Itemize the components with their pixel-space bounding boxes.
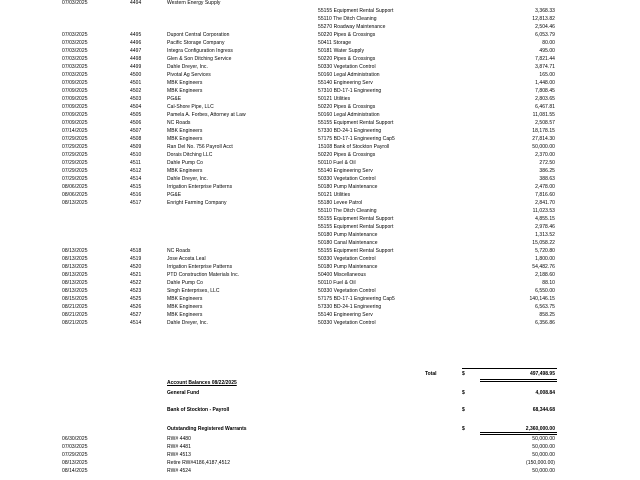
table-row: [0, 239, 640, 247]
row-payee: Irrigation Enterprise Patterns: [167, 264, 233, 270]
row-account: 55180 Levee Patrol: [318, 200, 363, 206]
row-account: 50330 Vegetation Control: [318, 176, 376, 182]
row-check-number: 4498: [130, 56, 142, 62]
row-payee: Enright Farming Company: [167, 200, 227, 206]
general-fund-label: General Fund: [167, 390, 200, 396]
row-amount: 18,178.15: [532, 128, 555, 134]
row-date: 07/03/2025: [62, 72, 88, 78]
row-amount: 6,356.86: [535, 320, 555, 326]
warrant-description: RW# 4481: [167, 444, 191, 450]
row-date: 07/29/2025: [62, 144, 88, 150]
row-check-number: 4522: [130, 280, 142, 286]
row-account: 55110 The Ditch Cleaning: [318, 16, 377, 22]
row-date: 07/29/2025: [62, 136, 88, 142]
row-account: 57175 BD-17-1 Engineering Cap5: [318, 296, 395, 302]
row-check-number: 4525: [130, 296, 142, 302]
warrant-description: RW# 4524: [167, 468, 191, 474]
row-check-number: 4499: [130, 64, 142, 70]
row-amount: 4,855.15: [535, 216, 555, 222]
table-row: [0, 303, 640, 311]
row-account: 50330 Vegetation Control: [318, 64, 376, 70]
row-payee: MBK Engineers: [167, 168, 203, 174]
row-check-number: 4510: [130, 152, 142, 158]
row-date: 08/06/2025: [62, 192, 88, 198]
row-check-number: 4520: [130, 264, 142, 270]
row-date: 07/29/2025: [62, 168, 88, 174]
row-amount: 5,720.80: [535, 248, 555, 254]
row-amount: 80.00: [542, 40, 555, 46]
row-check-number: 4502: [130, 88, 142, 94]
row-date: 07/14/2025: [62, 128, 88, 134]
warrants-label: Outstanding Registered Warrants: [167, 426, 247, 432]
row-check-number: 4507: [130, 128, 142, 134]
bos-payroll-row: [0, 406, 640, 414]
row-payee: MBK Engineers: [167, 312, 203, 318]
row-account: 50160 Legal Administration: [318, 112, 380, 118]
table-row: [0, 263, 640, 271]
warrant-description: RW# 4513: [167, 452, 191, 458]
row-payee: Dupont Central Corporation: [167, 32, 230, 38]
table-row: [0, 111, 640, 119]
row-amount: 11,081.55: [532, 112, 555, 118]
row-account: 55270 Roadway Maintenance: [318, 24, 386, 30]
row-check-number: 4519: [130, 256, 142, 262]
row-amount: 54,482.76: [532, 264, 555, 270]
table-row: [0, 231, 640, 239]
row-amount: 6,467.81: [535, 104, 555, 110]
row-payee: MBK Engineers: [167, 304, 203, 310]
row-account: 50411 Storage: [318, 40, 352, 46]
row-check-number: 4497: [130, 48, 142, 54]
warrant-date: 07/03/2025: [62, 444, 88, 450]
row-amount: 2,841.70: [535, 200, 555, 206]
table-row: [0, 71, 640, 79]
row-amount: 50,000.00: [532, 144, 555, 150]
row-account: 55155 Equipment Rental Support: [318, 248, 394, 254]
warrant-date: 08/13/2025: [62, 460, 88, 466]
row-account: 55155 Equipment Rental Support: [318, 8, 394, 14]
row-check-number: 4512: [130, 168, 142, 174]
general-fund-row: [0, 389, 640, 397]
table-row: [0, 199, 640, 207]
table-row: [0, 55, 640, 63]
row-amount: 388.63: [539, 176, 555, 182]
row-payee: Jose Acosta Leal: [167, 256, 206, 262]
table-row: [0, 319, 640, 327]
row-payee: MBK Engineers: [167, 80, 203, 86]
row-date: 07/09/2025: [62, 112, 88, 118]
row-date: 08/21/2025: [62, 304, 88, 310]
row-account: 57310 BD-17-1 Engineering: [318, 88, 382, 94]
row-date: 08/15/2025: [62, 296, 88, 302]
row-payee: Dahle Pump Co: [167, 160, 203, 166]
table-row: [0, 7, 640, 15]
warrant-date: 08/14/2025: [62, 468, 88, 474]
row-account: 57175 BD-17-1 Engineering Cap5: [318, 136, 395, 142]
warrant-row: [0, 443, 640, 451]
row-check-number: 4514: [130, 176, 142, 182]
table-row: [0, 15, 640, 23]
row-check-number: 4500: [130, 72, 142, 78]
row-amount: 272.50: [539, 160, 555, 166]
row-amount: 165.00: [539, 72, 555, 78]
row-check-number: 4494: [130, 0, 142, 6]
row-payee: Dahle Dreyer, Inc.: [167, 176, 208, 182]
row-date: 08/13/2025: [62, 272, 88, 278]
warrant-date: 06/30/2025: [62, 436, 88, 442]
row-account: 57330 BD-24-1 Engineering: [318, 128, 382, 134]
row-account: 50121 Utilities: [318, 192, 351, 198]
row-account: 50220 Pipes & Crossings: [318, 152, 376, 158]
row-check-number: 4506: [130, 120, 142, 126]
row-check-number: 4514: [130, 320, 142, 326]
row-payee: Ran Del No. 756 Payroll Acct: [167, 144, 233, 150]
row-amount: 6,563.75: [535, 304, 555, 310]
warrant-amount: (150,000.00): [526, 460, 555, 466]
row-payee: PTD Construction Materials Inc.: [167, 272, 240, 278]
row-amount: 1,800.00: [535, 256, 555, 262]
row-check-number: 4515: [130, 184, 142, 190]
table-row: [0, 311, 640, 319]
row-date: 08/21/2025: [62, 320, 88, 326]
row-date: 07/03/2025: [62, 32, 88, 38]
table-row: [0, 271, 640, 279]
row-payee: Integra Configuration Ingress: [167, 48, 233, 54]
row-amount: 2,504.46: [535, 24, 555, 30]
row-account: 57330 BD-24-1 Engineering: [318, 304, 382, 310]
table-row: [0, 151, 640, 159]
row-payee: PG&E: [167, 96, 182, 102]
row-amount: 3,368.33: [535, 8, 555, 14]
row-account: 50220 Pipes & Crossings: [318, 56, 376, 62]
row-account: 50180 Pump Maintenance: [318, 232, 378, 238]
row-account: 55140 Engineering Serv: [318, 80, 373, 86]
row-amount: 1,448.00: [535, 80, 555, 86]
row-amount: 2,508.57: [535, 120, 555, 126]
row-amount: 2,478.00: [535, 184, 555, 190]
table-row: [0, 167, 640, 175]
warrant-amount: 50,000.00: [532, 444, 555, 450]
balances-heading: Account Balances 08/22/2025: [167, 380, 237, 386]
row-account: 50181 Water Supply: [318, 48, 365, 54]
row-date: 07/29/2025: [62, 160, 88, 166]
warrant-amount: 50,000.00: [532, 436, 555, 442]
table-row: [0, 87, 640, 95]
row-amount: 2,188.60: [535, 272, 555, 278]
row-account: 50180 Pump Maintenance: [318, 264, 378, 270]
general-fund-currency: $: [462, 390, 465, 396]
table-row: [0, 295, 640, 303]
table-row: [0, 175, 640, 183]
row-amount: 11,023.53: [532, 208, 555, 214]
row-check-number: 4511: [130, 160, 141, 166]
row-account: 50110 Fuel & Oil: [318, 160, 356, 166]
warrant-date: 07/29/2025: [62, 452, 88, 458]
total-amount: 497,498.95: [529, 371, 555, 377]
table-row: [0, 215, 640, 223]
row-account: 55140 Engineering Serv: [318, 312, 373, 318]
row-date: 08/21/2025: [62, 312, 88, 318]
row-date: 07/03/2025: [62, 48, 88, 54]
row-check-number: 4518: [130, 248, 142, 254]
table-row: [0, 119, 640, 127]
warrant-row: [0, 435, 640, 443]
row-check-number: 4496: [130, 40, 142, 46]
row-check-number: 4501: [130, 80, 142, 86]
total-currency: $: [462, 371, 465, 377]
row-account: 50180 Canal Maintenance: [318, 240, 378, 246]
row-account: 55155 Equipment Rental Support: [318, 224, 394, 230]
warrant-row: [0, 467, 640, 475]
table-row: [0, 255, 640, 263]
row-check-number: 4508: [130, 136, 142, 142]
row-amount: 7,821.44: [535, 56, 555, 62]
table-row: [0, 143, 640, 151]
warrant-amount: 50,000.00: [532, 468, 555, 474]
row-payee: NC Roads: [167, 120, 191, 126]
row-check-number: 4517: [130, 200, 142, 206]
row-payee: PG&E: [167, 192, 182, 198]
row-date: 08/13/2025: [62, 288, 88, 294]
row-payee: Irrigation Enterprise Patterns: [167, 184, 233, 190]
row-account: 50180 Pump Maintenance: [318, 184, 378, 190]
row-date: 07/09/2025: [62, 88, 88, 94]
table-row: [0, 247, 640, 255]
row-date: 07/29/2025: [62, 176, 88, 182]
row-payee: NC Roads: [167, 248, 191, 254]
row-amount: 7,816.60: [535, 192, 555, 198]
row-amount: 2,803.65: [535, 96, 555, 102]
row-check-number: 4521: [130, 272, 142, 278]
bos-payroll-label: Bank of Stockton - Payroll: [167, 407, 230, 413]
table-row: [0, 0, 640, 7]
row-payee: Pamela A. Forbes, Attorney at Law: [167, 112, 246, 118]
row-payee: MBK Engineers: [167, 296, 203, 302]
row-check-number: 4516: [130, 192, 142, 198]
general-fund-amount: 4,008.84: [535, 390, 555, 396]
row-payee: Dorais Ditching LLC: [167, 152, 213, 158]
table-row: [0, 79, 640, 87]
bos-payroll-amount: 68,344.68: [532, 407, 555, 413]
row-account: 50330 Vegetation Control: [318, 320, 376, 326]
row-account: 50330 Vegetation Control: [318, 256, 376, 262]
table-row: [0, 47, 640, 55]
row-date: 07/09/2025: [62, 80, 88, 86]
row-date: 08/13/2025: [62, 248, 88, 254]
row-amount: 27,814.30: [532, 136, 555, 142]
row-date: 08/13/2025: [62, 264, 88, 270]
row-amount: 2,370.00: [535, 152, 555, 158]
row-account: 55155 Equipment Rental Support: [318, 216, 394, 222]
row-date: 07/09/2025: [62, 120, 88, 126]
warrant-amount: 50,000.00: [532, 452, 555, 458]
warrant-row: [0, 451, 640, 459]
row-date: 08/13/2025: [62, 256, 88, 262]
warrant-description: RW# 4480: [167, 436, 191, 442]
bos-payroll-currency: $: [462, 407, 465, 413]
row-check-number: 4503: [130, 96, 142, 102]
row-amount: 6,053.79: [535, 32, 555, 38]
table-row: [0, 183, 640, 191]
total-rule: [462, 368, 557, 369]
row-date: 07/09/2025: [62, 96, 88, 102]
row-amount: 495.00: [539, 48, 555, 54]
row-payee: Western Energy Supply: [167, 0, 221, 6]
row-amount: 6,550.00: [535, 288, 555, 294]
row-account: 50400 Miscellaneous: [318, 272, 366, 278]
warrants-currency: $: [462, 426, 465, 432]
row-amount: 386.25: [539, 168, 555, 174]
table-row: [0, 223, 640, 231]
table-row: [0, 279, 640, 287]
row-amount: 3,874.71: [535, 64, 555, 70]
row-payee: MBK Engineers: [167, 128, 203, 134]
table-row: [0, 207, 640, 215]
row-payee: MBK Engineers: [167, 88, 203, 94]
row-amount: 12,813.82: [532, 16, 555, 22]
table-row: [0, 63, 640, 71]
row-date: 08/13/2025: [62, 280, 88, 286]
row-date: 08/13/2025: [62, 200, 88, 206]
row-account: 15108 Bank of Stockton Payroll: [318, 144, 390, 150]
row-check-number: 4523: [130, 288, 142, 294]
row-amount: 1,313.52: [535, 232, 555, 238]
warrant-description: Retire RW#4186,4187,4512: [167, 460, 231, 466]
row-date: 07/03/2025: [62, 0, 88, 6]
total-label: Total: [425, 371, 437, 377]
warrant-row: [0, 459, 640, 467]
row-check-number: 4526: [130, 304, 142, 310]
table-row: [0, 31, 640, 39]
row-account: 50160 Legal Administration: [318, 72, 380, 78]
row-payee: Dahle Dreyer, Inc.: [167, 320, 208, 326]
row-payee: Pacific Storage Company: [167, 40, 225, 46]
row-amount: 88.10: [542, 280, 555, 286]
table-row: [0, 95, 640, 103]
row-account: 50330 Vegetation Control: [318, 288, 376, 294]
row-check-number: 4495: [130, 32, 142, 38]
table-row: [0, 23, 640, 31]
row-payee: Singh Enterprises, LLC: [167, 288, 220, 294]
row-date: 07/29/2025: [62, 152, 88, 158]
row-account: 50220 Pipes & Crossings: [318, 104, 376, 110]
row-amount: 15,058.22: [532, 240, 555, 246]
grand-total-row: [0, 370, 640, 378]
row-payee: Glen & Son Ditching Service: [167, 56, 232, 62]
row-payee: Dahle Dreyer, Inc.: [167, 64, 208, 70]
row-amount: 858.25: [539, 312, 555, 318]
row-date: 07/03/2025: [62, 64, 88, 70]
row-check-number: 4527: [130, 312, 142, 318]
row-payee: Pivotal Ag Services: [167, 72, 211, 78]
warrants-amount: 2,360,000.00: [525, 426, 555, 432]
table-row: [0, 287, 640, 295]
table-row: [0, 135, 640, 143]
row-account: 50121 Utilities: [318, 96, 351, 102]
row-amount: 140,146.15: [529, 296, 555, 302]
balances-heading-row: [0, 379, 640, 387]
row-check-number: 4505: [130, 112, 142, 118]
row-date: 07/03/2025: [62, 40, 88, 46]
row-date: 08/06/2025: [62, 184, 88, 190]
row-amount: 2,978.46: [535, 224, 555, 230]
row-account: 55140 Engineering Serv: [318, 168, 373, 174]
table-row: [0, 103, 640, 111]
table-row: [0, 39, 640, 47]
row-check-number: 4509: [130, 144, 142, 150]
row-account: 55110 The Ditch Cleaning: [318, 208, 377, 214]
row-amount: 7,808.45: [535, 88, 555, 94]
row-payee: Cal-Shore Pipe, LLC: [167, 104, 214, 110]
row-account: 55155 Equipment Rental Support: [318, 120, 394, 126]
table-row: [0, 191, 640, 199]
row-payee: Dahle Pump Co: [167, 280, 203, 286]
row-date: 07/09/2025: [62, 104, 88, 110]
row-payee: MBK Engineers: [167, 136, 203, 142]
row-account: 50110 Fuel & Oil: [318, 280, 356, 286]
row-date: 07/03/2025: [62, 56, 88, 62]
row-check-number: 4504: [130, 104, 142, 110]
table-row: [0, 127, 640, 135]
table-row: [0, 159, 640, 167]
row-account: 50220 Pipes & Crossings: [318, 32, 376, 38]
